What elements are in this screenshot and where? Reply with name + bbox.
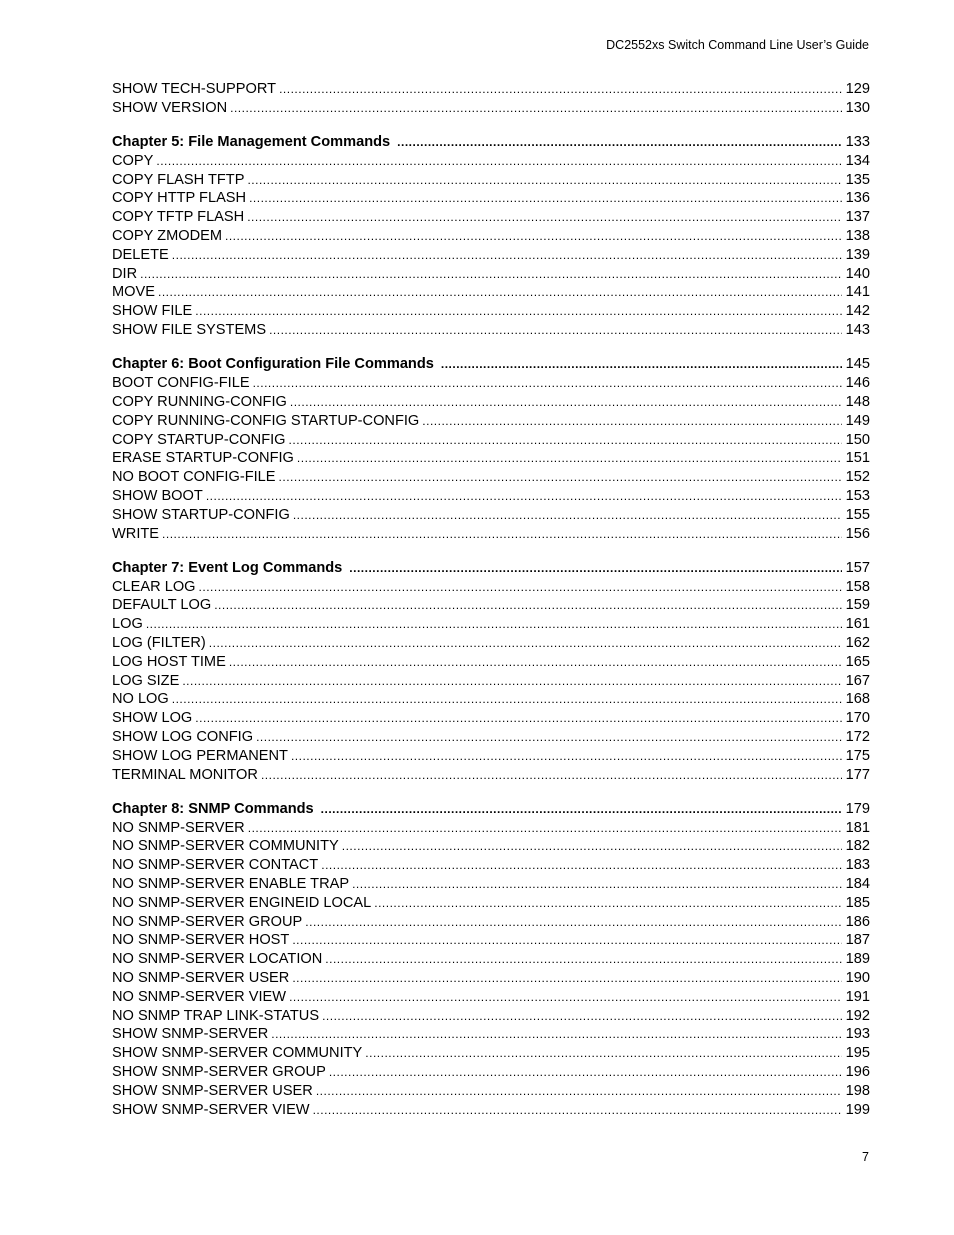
toc-entry-page: 185 <box>845 894 870 911</box>
toc-entry-label: NO SNMP-SERVER VIEW <box>112 988 287 1005</box>
toc-entry-page: 182 <box>845 838 870 855</box>
toc-entry-page: 167 <box>845 672 870 689</box>
dot-leader <box>289 431 842 450</box>
dot-leader <box>325 950 842 969</box>
toc-entry[interactable] <box>112 931 870 950</box>
toc-entry-page: 145 <box>845 356 870 373</box>
toc-entry[interactable] <box>112 487 870 506</box>
dot-leader <box>230 99 842 118</box>
toc-entry-page: 183 <box>845 857 870 874</box>
dot-leader <box>249 189 842 208</box>
toc-entry[interactable] <box>112 189 870 208</box>
toc-entry[interactable] <box>112 1044 870 1063</box>
toc-entry[interactable] <box>112 634 870 653</box>
dot-leader <box>297 449 842 468</box>
toc-entry-label: TERMINAL MONITOR <box>112 766 258 783</box>
dot-leader <box>349 559 842 578</box>
toc-entry-page: 191 <box>845 988 870 1005</box>
dot-leader <box>313 1101 842 1120</box>
dot-leader <box>172 246 842 265</box>
toc-entry-page: 195 <box>845 1045 870 1062</box>
toc-entry-page: 134 <box>845 152 870 169</box>
toc-entry[interactable] <box>112 1007 870 1026</box>
dot-leader <box>253 374 842 393</box>
toc-entry[interactable] <box>112 374 870 393</box>
toc-entry-page: 189 <box>845 951 870 968</box>
toc-entry-page: 177 <box>845 766 870 783</box>
toc-entry-label: LOG SIZE <box>112 672 180 689</box>
toc-entry[interactable] <box>112 99 870 118</box>
dot-leader <box>248 819 842 838</box>
toc-entry-label: NO SNMP-SERVER GROUP <box>112 913 303 930</box>
table-of-contents <box>112 80 870 1119</box>
dot-leader <box>158 283 842 302</box>
toc-entry-page: 184 <box>845 876 870 893</box>
toc-chapter-heading[interactable] <box>112 800 870 819</box>
toc-entry-label: NO SNMP-SERVER LOCATION <box>112 951 323 968</box>
toc-entry-page: 198 <box>845 1082 870 1099</box>
toc-entry[interactable] <box>112 894 870 913</box>
toc-entry-label: SHOW SNMP-SERVER COMMUNITY <box>112 1045 363 1062</box>
dot-leader <box>292 931 842 950</box>
toc-entry[interactable] <box>112 431 870 450</box>
toc-entry-label: LOG HOST TIME <box>112 653 226 670</box>
toc-entry-page: 158 <box>845 578 870 595</box>
toc-entry-page: 155 <box>845 506 870 523</box>
dot-leader <box>279 468 842 487</box>
toc-entry-label: COPY TFTP FLASH <box>112 209 245 226</box>
dot-leader <box>292 969 842 988</box>
toc-entry-label: DEFAULT LOG <box>112 597 212 614</box>
toc-entry[interactable] <box>112 393 870 412</box>
toc-chapter-heading[interactable] <box>112 559 870 578</box>
toc-entry-label: BOOT CONFIG-FILE <box>112 375 250 392</box>
toc-entry-page: 136 <box>845 190 870 207</box>
dot-leader <box>182 672 842 691</box>
dot-leader <box>279 80 842 99</box>
toc-entry[interactable] <box>112 988 870 1007</box>
dot-leader <box>271 1025 842 1044</box>
toc-entry[interactable] <box>112 1101 870 1120</box>
dot-leader <box>422 412 842 431</box>
toc-entry-label: SHOW SNMP-SERVER <box>112 1026 269 1043</box>
toc-entry[interactable] <box>112 578 870 597</box>
toc-entry-page: 193 <box>845 1026 870 1043</box>
toc-entry-page: 190 <box>845 970 870 987</box>
toc-entry-label: SHOW FILE SYSTEMS <box>112 322 267 339</box>
toc-entry[interactable] <box>112 152 870 171</box>
dot-leader <box>291 747 842 766</box>
dot-leader <box>321 856 842 875</box>
toc-entry-page: 162 <box>845 635 870 652</box>
toc-entry-label: SHOW LOG PERMANENT <box>112 747 288 764</box>
dot-leader <box>441 355 842 374</box>
toc-entry-label: SHOW SNMP-SERVER VIEW <box>112 1101 310 1118</box>
toc-entry[interactable] <box>112 449 870 468</box>
toc-entry[interactable] <box>112 80 870 99</box>
toc-entry-page: 172 <box>845 729 870 745</box>
dot-leader <box>290 393 842 412</box>
dot-leader <box>293 506 842 525</box>
toc-entry-label: NO SNMP-SERVER USER <box>112 970 290 987</box>
dot-leader <box>172 690 842 709</box>
toc-entry-label: Chapter 7: Event Log Commands <box>112 559 343 576</box>
toc-entry[interactable] <box>112 302 870 321</box>
dot-leader <box>199 578 842 597</box>
toc-entry[interactable] <box>112 246 870 265</box>
toc-entry-page: 130 <box>845 99 870 116</box>
dot-leader <box>206 487 842 506</box>
dot-leader <box>247 171 842 190</box>
toc-entry[interactable] <box>112 596 870 615</box>
toc-entry-label: NO SNMP-SERVER HOST <box>112 932 290 949</box>
toc-entry-label: SHOW SNMP-SERVER USER <box>112 1082 313 1099</box>
toc-entry[interactable] <box>112 690 870 709</box>
dot-leader <box>162 525 842 544</box>
toc-entry[interactable] <box>112 837 870 856</box>
dot-leader <box>342 837 842 856</box>
toc-entry-page: 149 <box>845 412 870 429</box>
toc-entry-page: 133 <box>845 134 870 151</box>
toc-entry[interactable] <box>112 468 870 487</box>
toc-entry-page: 161 <box>845 616 870 633</box>
toc-entry[interactable] <box>112 709 870 728</box>
toc-entry-label: DELETE <box>112 246 169 263</box>
dot-leader <box>261 766 842 785</box>
toc-entry-label: COPY ZMODEM <box>112 228 223 245</box>
toc-entry-page: 168 <box>845 691 870 708</box>
toc-entry-page: 175 <box>845 747 870 764</box>
toc-chapter-heading[interactable] <box>112 133 870 152</box>
toc-entry-label: SHOW VERSION <box>112 99 228 116</box>
toc-entry-label: SHOW FILE <box>112 303 193 320</box>
toc-entry[interactable] <box>112 1082 870 1101</box>
toc-entry-page: 196 <box>845 1064 870 1081</box>
toc-entry-page: 159 <box>845 597 870 614</box>
toc-entry-page: 135 <box>845 171 870 188</box>
toc-entry-label: LOG <box>112 616 143 633</box>
toc-entry-label: Chapter 6: Boot Configuration File Commands <box>112 356 434 373</box>
toc-entry[interactable] <box>112 766 870 785</box>
toc-entry-page: 148 <box>845 393 870 410</box>
toc-entry[interactable] <box>112 171 870 190</box>
toc-entry-page: 156 <box>845 525 870 542</box>
toc-entry-label: NO LOG <box>112 691 169 708</box>
dot-leader <box>256 728 842 747</box>
dot-leader <box>289 988 842 1007</box>
dot-leader <box>374 894 842 913</box>
toc-entry[interactable] <box>112 653 870 672</box>
toc-entry-label: NO SNMP-SERVER ENGINEID LOCAL <box>112 894 372 911</box>
toc-entry-label: COPY FLASH TFTP <box>112 171 245 188</box>
toc-entry-page: 153 <box>845 487 870 504</box>
toc-entry-page: 142 <box>845 303 870 320</box>
toc-entry[interactable] <box>112 283 870 302</box>
toc-entry[interactable] <box>112 913 870 932</box>
toc-entry-page: 151 <box>845 450 870 467</box>
toc-entry-label: NO SNMP TRAP LINK-STATUS <box>112 1007 320 1024</box>
toc-entry-page: 146 <box>845 375 870 392</box>
toc-entry[interactable] <box>112 321 870 340</box>
dot-leader <box>352 875 842 894</box>
running-header: DC2552xs Switch Command Line User’s Guide <box>606 38 869 52</box>
toc-entry[interactable] <box>112 950 870 969</box>
toc-entry-label: COPY <box>112 152 154 169</box>
toc-entry[interactable] <box>112 819 870 838</box>
toc-entry-page: 141 <box>845 284 870 301</box>
toc-entry-label: COPY STARTUP-CONFIG <box>112 431 286 448</box>
toc-entry[interactable] <box>112 672 870 691</box>
toc-entry-page: 186 <box>845 913 870 930</box>
dot-leader <box>397 133 842 152</box>
dot-leader <box>214 596 842 615</box>
dot-leader <box>322 1007 842 1026</box>
toc-entry[interactable] <box>112 856 870 875</box>
toc-entry-label: Chapter 8: SNMP Commands <box>112 800 314 817</box>
toc-entry[interactable] <box>112 1025 870 1044</box>
toc-entry-label: DIR <box>112 265 138 282</box>
dot-leader <box>140 265 842 284</box>
dot-leader <box>365 1044 842 1063</box>
toc-entry-label: NO BOOT CONFIG-FILE <box>112 469 276 486</box>
dot-leader <box>209 634 842 653</box>
toc-entry-label: COPY HTTP FLASH <box>112 190 247 207</box>
toc-entry[interactable] <box>112 747 870 766</box>
dot-leader <box>316 1082 842 1101</box>
toc-entry[interactable] <box>112 208 870 227</box>
toc-entry-page: 137 <box>845 209 870 226</box>
toc-entry-label: NO SNMP-SERVER CONTACT <box>112 857 319 874</box>
toc-entry-page: 170 <box>845 710 870 727</box>
dot-leader <box>229 653 842 672</box>
dot-leader <box>321 800 842 819</box>
toc-entry-page: 138 <box>845 228 870 245</box>
toc-entry-page: 192 <box>845 1007 870 1024</box>
dot-leader <box>156 152 842 171</box>
toc-entry[interactable] <box>112 615 870 634</box>
dot-leader <box>225 227 842 246</box>
toc-entry[interactable] <box>112 875 870 894</box>
toc-entry-label: COPY RUNNING-CONFIG STARTUP-CONFIG <box>112 412 420 429</box>
toc-entry-label: SHOW BOOT <box>112 487 203 504</box>
toc-entry-page: 150 <box>845 431 870 448</box>
toc-entry-label: WRITE <box>112 525 160 542</box>
toc-entry-page: 143 <box>845 322 870 339</box>
toc-entry-label: SHOW STARTUP-CONFIG <box>112 506 290 523</box>
toc-entry-page: 139 <box>845 246 870 263</box>
toc-entry-label: SHOW SNMP-SERVER GROUP <box>112 1064 326 1081</box>
toc-entry-label: LOG (FILTER) <box>112 635 206 652</box>
toc-entry-page: 140 <box>845 265 870 282</box>
dot-leader <box>269 321 842 340</box>
toc-entry-label: NO SNMP-SERVER COMMUNITY <box>112 838 339 855</box>
toc-entry-label: Chapter 5: File Management Commands <box>112 134 391 151</box>
toc-entry-label: SHOW TECH-SUPPORT <box>112 81 277 97</box>
toc-entry[interactable] <box>112 969 870 988</box>
toc-entry-label: CLEAR LOG <box>112 578 196 595</box>
page-number: 7 <box>862 1150 869 1164</box>
toc-entry-label: ERASE STARTUP-CONFIG <box>112 450 294 467</box>
dot-leader <box>195 302 842 321</box>
toc-entry-label: NO SNMP-SERVER <box>112 819 245 836</box>
toc-chapter-heading[interactable] <box>112 355 870 374</box>
toc-entry[interactable] <box>112 227 870 246</box>
toc-entry-page: 187 <box>845 932 870 949</box>
toc-entry[interactable] <box>112 412 870 431</box>
toc-entry-label: MOVE <box>112 284 155 301</box>
dot-leader <box>146 615 842 634</box>
dot-leader <box>305 913 842 932</box>
toc-entry-page: 199 <box>845 1101 870 1118</box>
dot-leader <box>329 1063 842 1082</box>
toc-entry[interactable] <box>112 525 870 544</box>
toc-entry-page: 179 <box>845 800 870 817</box>
toc-entry-label: NO SNMP-SERVER ENABLE TRAP <box>112 876 350 893</box>
toc-entry-page: 181 <box>845 819 870 836</box>
toc-entry[interactable] <box>112 265 870 284</box>
dot-leader <box>195 709 842 728</box>
toc-entry[interactable] <box>112 728 870 747</box>
toc-entry-label: COPY RUNNING-CONFIG <box>112 393 287 410</box>
toc-entry[interactable] <box>112 506 870 525</box>
dot-leader <box>247 208 842 227</box>
toc-entry-page: 152 <box>845 469 870 486</box>
toc-entry-page: 129 <box>845 81 870 97</box>
toc-entry-label: SHOW LOG <box>112 710 193 727</box>
toc-entry[interactable] <box>112 1063 870 1082</box>
toc-entry-page: 165 <box>845 653 870 670</box>
toc-entry-page: 157 <box>845 559 870 576</box>
toc-entry-label: SHOW LOG CONFIG <box>112 729 254 745</box>
